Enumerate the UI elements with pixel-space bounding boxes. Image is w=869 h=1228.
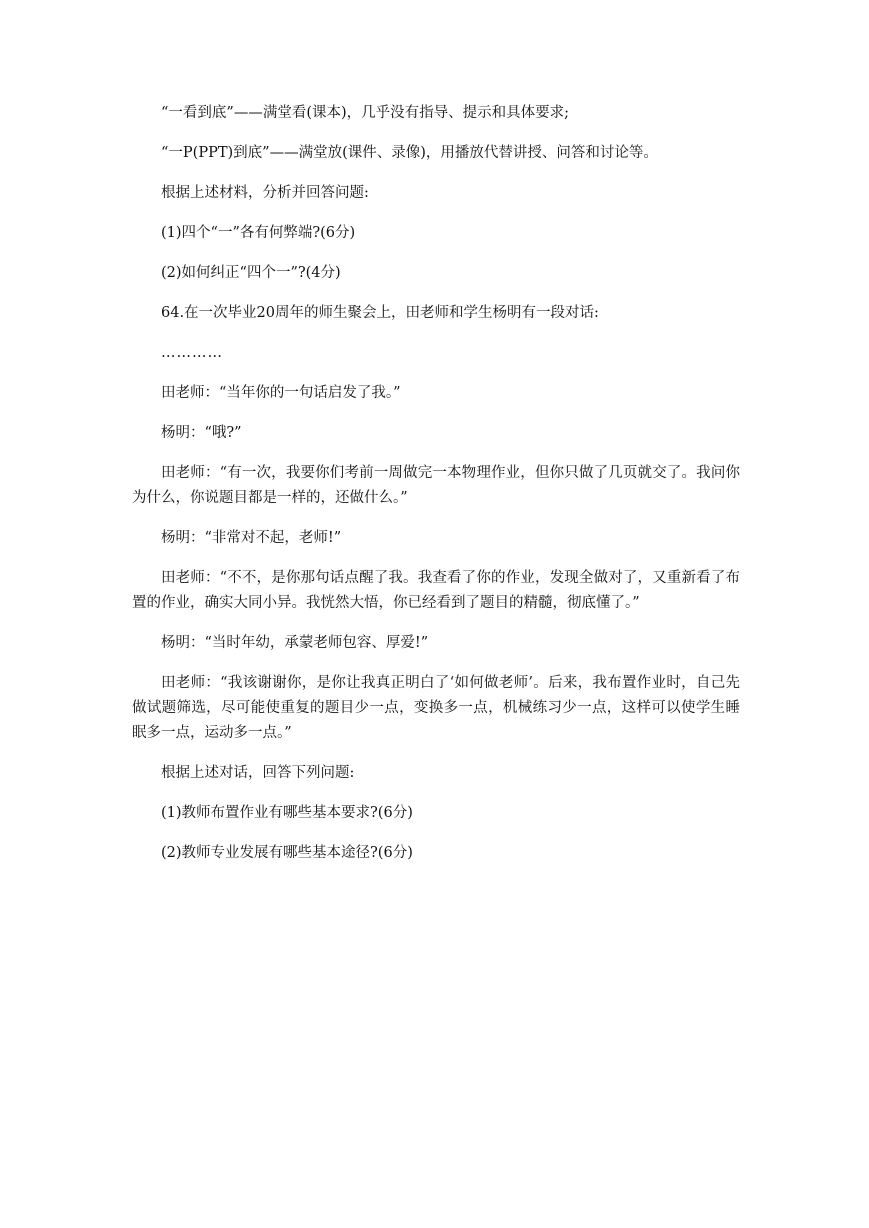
question-64-intro: 64.在一次毕业20周年的师生聚会上，田老师和学生杨明有一段对话: [161,305,599,321]
document-body [132,101,740,881]
paragraph-instruction: 根据上述材料，分析并回答问题: [161,185,369,201]
paragraph-one-look-to-end: “一看到底”——满堂看(课本)，几乎没有指导、提示和具体要求; [161,105,570,121]
question-2: (2)如何纠正“四个一”?(4分) [161,265,341,281]
question-1: (1)四个“一”各有何弊端?(6分) [161,225,356,241]
paragraph-one-ppt-to-end: “一P(PPT)到底”——满堂放(课件、录像)，用播放代替讲授、问答和讨论等。 [161,145,658,161]
dialogue-tian-1: 田老师：“当年你的一句话启发了我。” [161,385,401,401]
dialogue-yang-1: 杨明：“哦?” [161,425,242,441]
dialogue-tian-3: 田老师：“不不，是你那句话点醒了我。我查看了你的作业，发现全做对了，又重新看了布置的作业，确实大同小异。我恍然大悟，你已经看到了题目的精髓，彻底懂了。” [132,570,740,611]
dialogue-yang-3: 杨明：“当时年幼，承蒙老师包容、厚爱!” [161,635,429,651]
dialogue-yang-2: 杨明：“非常对不起，老师!” [161,530,342,546]
paragraph-instruction-2: 根据上述对话，回答下列问题: [161,765,355,781]
question-64-1: (1)教师布置作业有哪些基本要求?(6分) [161,805,413,821]
question-64-2: (2)教师专业发展有哪些基本途径?(6分) [161,845,413,861]
ellipsis-line: ………… [161,345,223,361]
dialogue-tian-2: 田老师：“有一次，我要你们考前一周做完一本物理作业，但你只做了几页就交了。我问你为什么，你说题目都是一样的，还做什么。” [132,465,740,506]
dialogue-tian-4: 田老师：“我该谢谢你，是你让我真正明白了‘如何做老师’。后来，我布置作业时，自己先做试题筛选，尽可能使重复的题目少一点，变换多一点，机械练习少一点，这样可以使学生睡眠多一点，运动多一点。” [132,675,740,741]
